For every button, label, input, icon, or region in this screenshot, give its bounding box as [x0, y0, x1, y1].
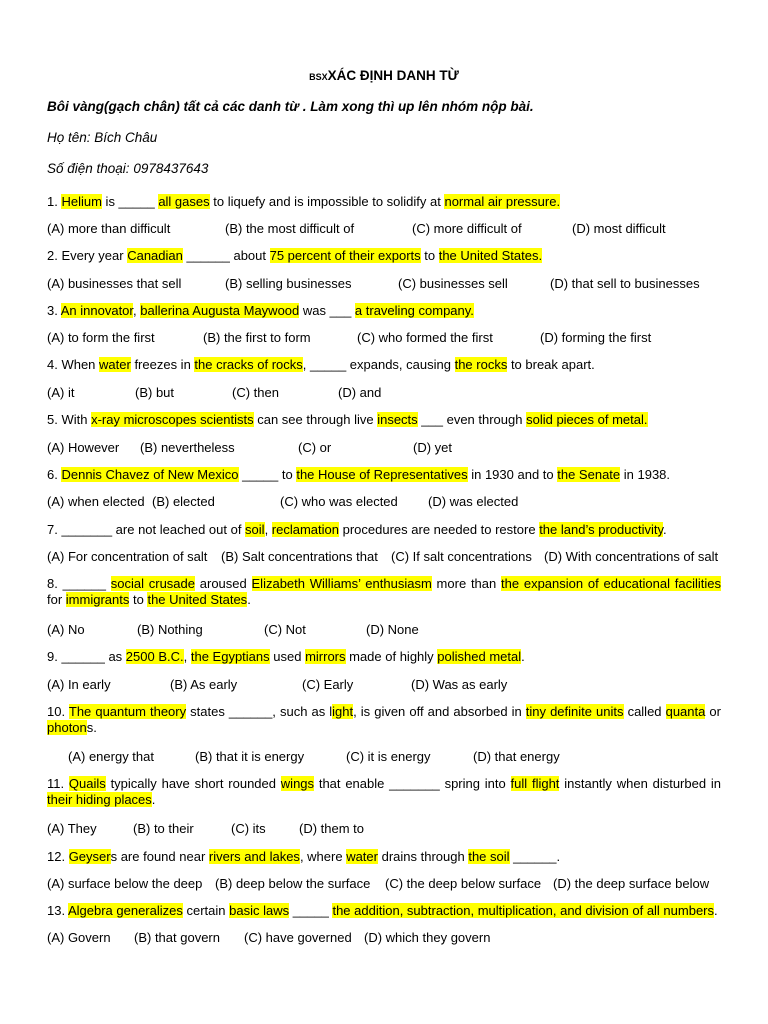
question-text: ___ even through: [417, 412, 527, 427]
highlighted-noun: the soil: [468, 849, 510, 864]
question-text: .: [663, 522, 667, 537]
question-text: 10.: [47, 704, 69, 719]
answer-option-d: (D) them to: [299, 821, 365, 836]
question-text: more than: [431, 576, 502, 591]
answer-option-c: (C) who formed the first: [357, 330, 493, 345]
highlighted-noun: Elizabeth Williams’ enthusiasm: [251, 576, 432, 591]
highlighted-noun: ballerina Augusta Maywood: [140, 303, 300, 318]
question-11: [47, 776, 721, 808]
highlighted-noun: soil: [245, 522, 265, 537]
answer-option-d: (D) and: [338, 385, 382, 400]
highlighted-noun: immigrants: [65, 592, 130, 607]
question-text: , is given off and absorbed in: [353, 704, 526, 719]
answer-option-d: (D) With concentrations of salt: [544, 549, 719, 564]
highlighted-noun: the United States: [147, 592, 248, 607]
answer-options: [0, 821, 768, 837]
answer-option-c: (C) it is energy: [346, 749, 431, 764]
question-text: aroused: [195, 576, 252, 591]
answer-option-a: (A) to form the first: [47, 330, 155, 345]
question-text: ,: [183, 649, 191, 664]
question-text: ______ about: [182, 248, 270, 263]
answer-option-c: (C) who was elected: [280, 494, 398, 509]
highlighted-noun: tiny definite units: [525, 704, 624, 719]
highlighted-noun: the Egyptians: [190, 649, 270, 664]
question-text: to: [129, 592, 148, 607]
answer-option-a: (A) more than difficult: [47, 221, 171, 236]
highlighted-noun: The quantum theory: [68, 704, 187, 719]
answer-options: [0, 677, 768, 693]
question-text: used: [269, 649, 306, 664]
question-4: [47, 357, 721, 373]
question-text: .: [521, 649, 525, 664]
answer-option-b: (B) Nothing: [137, 622, 203, 637]
answer-option-b: (B) nevertheless: [140, 440, 235, 455]
question-text: freezes in: [130, 357, 195, 372]
title-text: XÁC ĐỊNH DANH TỪ: [327, 68, 459, 83]
question-text: was ___: [299, 303, 355, 318]
answer-options: [0, 221, 768, 237]
answer-option-d: (D) most difficult: [572, 221, 666, 236]
highlighted-noun: ight: [332, 704, 354, 719]
answer-options: [0, 749, 768, 765]
highlighted-noun: reclamation: [271, 522, 339, 537]
question-text: _____: [289, 903, 333, 918]
answer-option-c: (C) then: [232, 385, 279, 400]
highlighted-noun: Helium: [61, 194, 102, 209]
answer-option-d: (D) that sell to businesses: [550, 276, 700, 291]
question-text: .: [247, 592, 251, 607]
question-text: 9. ______ as: [47, 649, 126, 664]
highlighted-noun: water: [346, 849, 378, 864]
title-prefix: BSX: [309, 72, 328, 82]
answer-option-d: (D) Was as early: [411, 677, 508, 692]
question-text: to: [420, 248, 439, 263]
answer-option-c: (C) Not: [264, 622, 306, 637]
question-text: 11.: [47, 776, 69, 791]
highlighted-noun: Algebra generalizes: [67, 903, 183, 918]
highlighted-noun: An innovator: [60, 303, 134, 318]
answer-option-a: (A) when elected: [47, 494, 145, 509]
answer-option-c: (C) Early: [302, 677, 354, 692]
question-text: made of highly: [345, 649, 438, 664]
question-text: is _____: [101, 194, 159, 209]
answer-option-a: (A) energy that: [68, 749, 154, 764]
highlighted-noun: normal air pressure.: [444, 194, 561, 209]
answer-option-b: (B) selling businesses: [225, 276, 352, 291]
question-9: [47, 649, 721, 665]
answer-option-a: (A) Govern: [47, 930, 111, 945]
question-text: .: [714, 903, 718, 918]
answer-option-a: (A) No: [47, 622, 85, 637]
question-text: certain: [182, 903, 230, 918]
highlighted-noun: social crusade: [110, 576, 195, 591]
page-title: [0, 68, 768, 83]
answer-option-b: (B) As early: [170, 677, 238, 692]
highlighted-noun: the United States.: [438, 248, 543, 263]
answer-option-d: (D) None: [366, 622, 419, 637]
question-3: [47, 303, 721, 319]
answer-option-d: (D) yet: [413, 440, 452, 455]
highlighted-noun: the expansion of educational facilities: [501, 576, 721, 591]
answer-option-c: (C) businesses sell: [398, 276, 508, 291]
question-text: s are found near: [110, 849, 209, 864]
question-text: ,: [133, 303, 141, 318]
highlighted-noun: a traveling company.: [354, 303, 474, 318]
question-12: [47, 849, 721, 865]
answer-option-b: (B) deep below the surface: [215, 876, 371, 891]
question-2: [47, 248, 721, 264]
answer-option-a: (A) businesses that sell: [47, 276, 182, 291]
question-text: that enable _______ spring into: [314, 776, 511, 791]
question-text: can see through live: [253, 412, 378, 427]
question-5: [47, 412, 721, 428]
question-text: drains through: [377, 849, 469, 864]
question-text: 12.: [47, 849, 69, 864]
question-text: 1.: [47, 194, 62, 209]
answer-option-c: (C) the deep below surface: [385, 876, 542, 891]
answer-option-d: (D) which they govern: [364, 930, 491, 945]
highlighted-noun: x-ray microscopes scientists: [91, 412, 254, 427]
highlighted-noun: basic laws: [229, 903, 290, 918]
highlighted-noun: photon: [47, 720, 87, 735]
answer-options: [0, 622, 768, 638]
highlighted-noun: the rocks: [454, 357, 508, 372]
question-text: _____ to: [238, 467, 297, 482]
answer-option-c: (C) If salt concentrations: [391, 549, 532, 564]
highlighted-noun: 2500 B.C.: [125, 649, 184, 664]
highlighted-noun: Geyser: [68, 849, 111, 864]
question-text: states ______, such as l: [186, 704, 333, 719]
answer-option-b: (B) Salt concentrations that: [221, 549, 378, 564]
question-text: , _____ expands, causing: [302, 357, 455, 372]
question-text: to break apart.: [507, 357, 595, 372]
question-text: 2. Every year: [47, 248, 128, 263]
highlighted-noun: rivers and lakes: [208, 849, 300, 864]
answer-options: [0, 930, 768, 946]
highlighted-noun: polished metal: [437, 649, 522, 664]
question-7: [47, 522, 721, 538]
question-text: 7. _______ are not leached out of: [47, 522, 246, 537]
answer-option-b: (B) that it is energy: [195, 749, 305, 764]
highlighted-noun: quanta: [665, 704, 706, 719]
answer-option-a: (A) For concentration of salt: [47, 549, 208, 564]
answer-option-b: (B) but: [135, 385, 175, 400]
phone-number: Số điện thoại: 0978437643: [47, 161, 209, 176]
highlighted-noun: Canadian: [127, 248, 183, 263]
highlighted-noun: the addition, subtraction, multiplication, and division of all numbers: [332, 903, 715, 918]
highlighted-noun: wings: [280, 776, 315, 791]
question-text: ,: [264, 522, 272, 537]
question-text: for: [47, 592, 66, 607]
answer-option-b: (B) elected: [152, 494, 215, 509]
answer-option-a: (A) it: [47, 385, 75, 400]
answer-option-b: (B) the most difficult of: [225, 221, 355, 236]
question-text: in 1930 and to: [467, 467, 558, 482]
question-text: 4. When: [47, 357, 100, 372]
answer-option-a: (A) However: [47, 440, 120, 455]
highlighted-noun: all gases: [158, 194, 210, 209]
answer-option-b: (B) to their: [133, 821, 194, 836]
question-text: s.: [86, 720, 97, 735]
answer-option-a: (A) They: [47, 821, 97, 836]
question-6: [47, 467, 721, 483]
highlighted-noun: solid pieces of metal.: [526, 412, 648, 427]
question-13: [47, 903, 721, 919]
answer-options: [0, 385, 768, 401]
answer-option-d: (D) the deep surface below: [553, 876, 710, 891]
highlighted-noun: the House of Representatives: [296, 467, 468, 482]
answer-option-d: (D) was elected: [428, 494, 519, 509]
question-text: 5. With: [47, 412, 92, 427]
answer-options: [0, 549, 768, 565]
answer-option-a: (A) In early: [47, 677, 111, 692]
highlighted-noun: full flight: [510, 776, 560, 791]
highlighted-noun: insects: [377, 412, 418, 427]
answer-option-b: (B) that govern: [134, 930, 220, 945]
question-text: called: [623, 704, 666, 719]
highlighted-noun: the cracks of rocks: [194, 357, 303, 372]
question-10: [47, 704, 721, 736]
highlighted-noun: 75 percent of their exports: [269, 248, 421, 263]
answer-option-c: (C) its: [231, 821, 266, 836]
question-text: .: [151, 792, 156, 807]
answer-option-c: (C) have governed: [244, 930, 352, 945]
answer-option-d: (D) that energy: [473, 749, 560, 764]
answer-options: [0, 494, 768, 510]
question-text: 13.: [47, 903, 68, 918]
answer-options: [0, 330, 768, 346]
highlighted-noun: mirrors: [305, 649, 346, 664]
highlighted-noun: water: [99, 357, 131, 372]
highlighted-noun: their hiding places: [47, 792, 152, 807]
answer-option-a: (A) surface below the deep: [47, 876, 203, 891]
question-8: [47, 576, 721, 608]
highlighted-noun: Dennis Chavez of New Mexico: [61, 467, 239, 482]
answer-option-c: (C) more difficult of: [412, 221, 522, 236]
question-text: or: [705, 704, 721, 719]
student-name: Họ tên: Bích Châu: [47, 130, 158, 145]
answer-option-c: (C) or: [298, 440, 332, 455]
answer-option-d: (D) forming the first: [540, 330, 652, 345]
highlighted-noun: the land’s productivity: [539, 522, 663, 537]
question-text: in 1938.: [620, 467, 671, 482]
question-text: procedures are needed to restore: [339, 522, 540, 537]
answer-options: [0, 440, 768, 456]
question-text: , where: [299, 849, 347, 864]
question-text: instantly when disturbed in: [559, 776, 721, 791]
answer-options: [0, 876, 768, 892]
question-text: typically have short rounded: [105, 776, 281, 791]
question-text: to liquefy and is impossible to solidify at: [209, 194, 445, 209]
question-text: 8. ______: [47, 576, 111, 591]
question-text: ______.: [509, 849, 561, 864]
question-text: 3.: [47, 303, 61, 318]
highlighted-noun: Quails: [68, 776, 106, 791]
question-text: 6.: [47, 467, 62, 482]
question-1: [47, 194, 721, 210]
highlighted-noun: the Senate: [557, 467, 621, 482]
instruction-text: Bôi vàng(gạch chân) tất cả các danh từ . Làm xong thì up lên nhóm nộp bài.: [47, 99, 534, 114]
answer-options: [0, 276, 768, 292]
answer-option-b: (B) the first to form: [203, 330, 311, 345]
